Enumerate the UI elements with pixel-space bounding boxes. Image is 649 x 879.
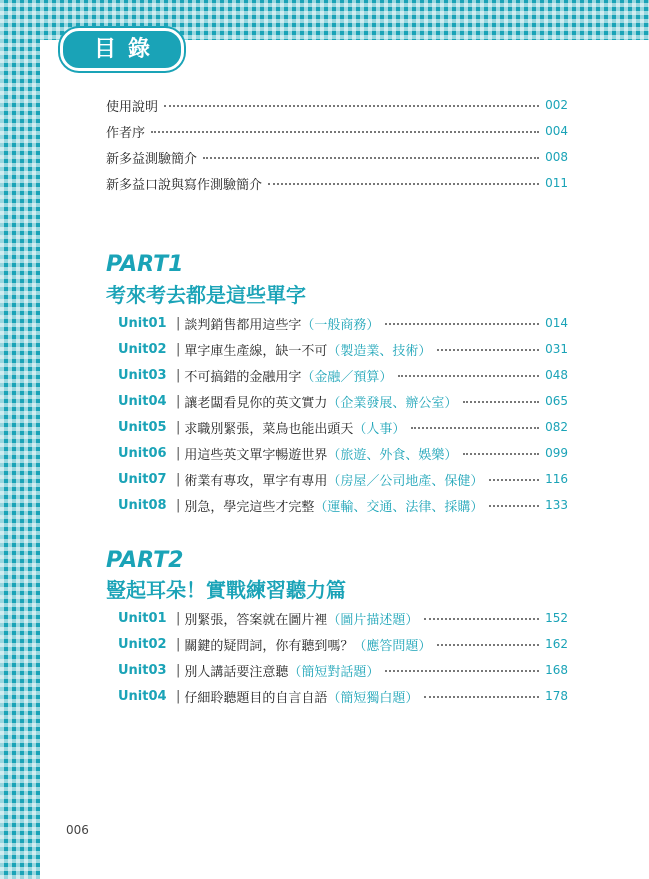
unit-category: （圖片描述題）: [327, 612, 419, 628]
unit-row[interactable]: [118, 469, 568, 489]
unit-number: Unit03: [118, 367, 167, 383]
unit-number: Unit03: [118, 662, 167, 678]
unit-category: （旅遊、外食、娛樂）: [327, 447, 458, 463]
leader-dots: [424, 618, 539, 620]
separator: |: [176, 688, 181, 704]
separator: |: [176, 341, 181, 357]
leader-dots: [385, 670, 539, 672]
unit-row[interactable]: [118, 443, 568, 463]
leader-dots: [489, 505, 539, 507]
unit-category: （簡短對話題）: [288, 664, 380, 680]
unit-row[interactable]: [118, 634, 568, 654]
leader-dots: [437, 644, 539, 646]
leader-dots: [437, 349, 539, 351]
leader-dots: [463, 401, 539, 403]
unit-title: 單字庫生產線，缺一不可: [184, 343, 328, 359]
separator: |: [176, 662, 181, 678]
unit-title: 讓老闆看見你的英文實力: [184, 395, 328, 411]
toc-page: 008: [545, 150, 568, 164]
leader-dots: [151, 131, 539, 133]
unit-row[interactable]: [118, 495, 568, 515]
unit-row[interactable]: [118, 313, 568, 333]
toc-label: 作者序: [106, 125, 146, 141]
part-label: PART2: [106, 548, 184, 573]
leader-dots: [424, 696, 539, 698]
unit-title: 術業有專攻，單字有專用: [184, 473, 328, 489]
separator: |: [176, 419, 181, 435]
separator: |: [176, 636, 181, 652]
toc-page: 004: [545, 124, 568, 138]
toc-page: 152: [545, 611, 568, 625]
toc-page: 178: [545, 689, 568, 703]
toc-page: 082: [545, 420, 568, 434]
leader-dots: [268, 183, 539, 185]
unit-title: 不可搞錯的金融用字: [184, 369, 302, 385]
unit-category: （企業發展、辦公室）: [327, 395, 458, 411]
separator: |: [176, 471, 181, 487]
separator: |: [176, 445, 181, 461]
unit-number: Unit02: [118, 341, 167, 357]
toc-page: 011: [545, 176, 568, 190]
unit-title: 別緊張，答案就在圖片裡: [184, 612, 328, 628]
part-label: PART1: [106, 252, 184, 277]
toc-row[interactable]: [106, 173, 568, 193]
toc-row[interactable]: [106, 95, 568, 115]
unit-category: （金融／預算）: [301, 369, 393, 385]
unit-title: 關鍵的疑問詞，你有聽到嗎？: [184, 638, 354, 654]
unit-category: （簡短獨白題）: [327, 690, 419, 706]
toc-page: 099: [545, 446, 568, 460]
unit-title: 別急，學完這些才完整: [184, 499, 315, 515]
toc-label: 新多益口說與寫作測驗簡介: [106, 177, 263, 193]
unit-title: 仔細聆聽題目的自言自語: [184, 690, 328, 706]
unit-number: Unit02: [118, 636, 167, 652]
unit-category: （應答問題）: [353, 638, 432, 654]
separator: |: [176, 497, 181, 513]
leader-dots: [385, 323, 539, 325]
toc-page: 116: [545, 472, 568, 486]
page-title: 目錄: [93, 37, 162, 62]
toc-page: 002: [545, 98, 568, 112]
unit-number: Unit01: [118, 315, 167, 331]
part-title: 豎起耳朵！實戰練習聽力篇: [106, 578, 346, 602]
unit-row[interactable]: [118, 365, 568, 385]
unit-title: 別人講話要注意聽: [184, 664, 289, 680]
toc-row[interactable]: [106, 147, 568, 167]
separator: |: [176, 393, 181, 409]
toc-row[interactable]: [106, 121, 568, 141]
toc-page: 168: [545, 663, 568, 677]
toc-label: 新多益測驗簡介: [106, 151, 198, 167]
leader-dots: [489, 479, 539, 481]
unit-row[interactable]: [118, 391, 568, 411]
toc-page: 031: [545, 342, 568, 356]
separator: |: [176, 315, 181, 331]
unit-number: Unit01: [118, 610, 167, 626]
part-title: 考來考去都是這些單字: [106, 283, 306, 307]
unit-category: （一般商務）: [301, 317, 380, 333]
leader-dots: [411, 427, 539, 429]
unit-number: Unit06: [118, 445, 167, 461]
toc-page: 162: [545, 637, 568, 651]
separator: |: [176, 610, 181, 626]
toc-page: 133: [545, 498, 568, 512]
unit-number: Unit05: [118, 419, 167, 435]
unit-row[interactable]: [118, 686, 568, 706]
unit-category: （製造業、技術）: [327, 343, 432, 359]
unit-row[interactable]: [118, 339, 568, 359]
unit-title: 求職別緊張，菜鳥也能出頭天: [184, 421, 354, 437]
unit-number: Unit08: [118, 497, 167, 513]
toc-page: 065: [545, 394, 568, 408]
leader-dots: [463, 453, 539, 455]
unit-title: 用這些英文單字暢遊世界: [184, 447, 328, 463]
title-badge: [60, 28, 184, 71]
toc-page: 014: [545, 316, 568, 330]
page-number: 006: [66, 823, 89, 837]
unit-category: （運輸、交通、法律、採購）: [314, 499, 484, 515]
unit-category: （房屋／公司地產、保健）: [327, 473, 484, 489]
unit-number: Unit04: [118, 688, 167, 704]
unit-row[interactable]: [118, 660, 568, 680]
leader-dots: [164, 105, 539, 107]
unit-number: Unit07: [118, 471, 167, 487]
leader-dots: [203, 157, 539, 159]
separator: |: [176, 367, 181, 383]
unit-row[interactable]: [118, 608, 568, 628]
unit-row[interactable]: [118, 417, 568, 437]
leader-dots: [398, 375, 539, 377]
unit-category: （人事）: [353, 421, 406, 437]
toc-label: 使用說明: [106, 99, 159, 115]
toc-page: 048: [545, 368, 568, 382]
unit-number: Unit04: [118, 393, 167, 409]
unit-title: 談判銷售都用這些字: [184, 317, 302, 333]
